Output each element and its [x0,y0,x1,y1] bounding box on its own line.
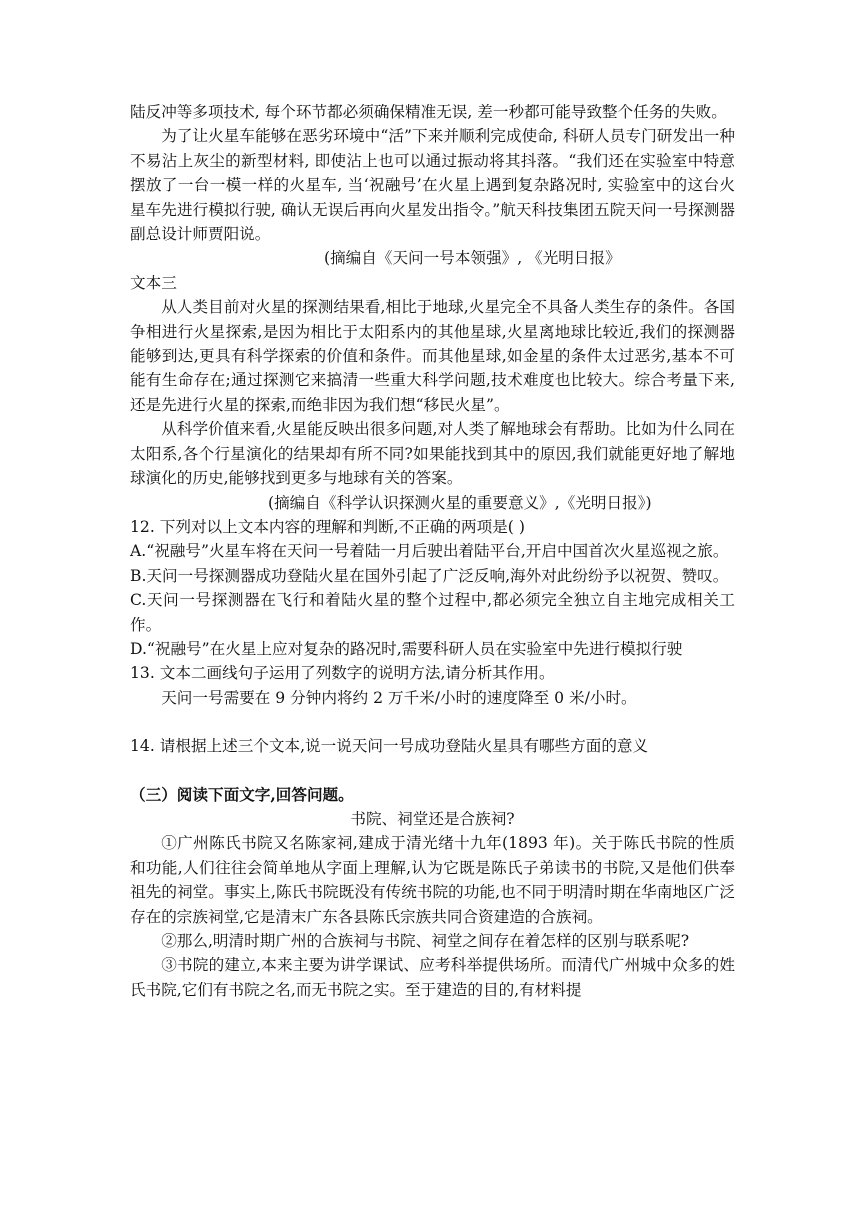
text3-paragraph-2: 从科学价值来看,火星能反映出很多问题,对人类了解地球会有帮助。比如为什么同在太阳系,各个行星演化的结果却有所不同?如果能找到其中的原因,我们就能更好地了解地球演化的历史,能够找到更多与地球有关的答案。 [130,420,735,488]
text3-paragraph-1: 从人类目前对火星的探测结果看,相比于地球,火星完全不具备人类生存的条件。各国争相进行火星探索,是因为相比于太阳系内的其他星球,火星离地球比较近,我们的探测器能够到达,更具有科学探索的价值和条件。而其他星球,如金星的条件太过恶劣,基本不可能有生命存在;通过探测它来搞清一些重大科学问题,技术难度也比较大。综合考量下来,还是先进行火星的探索,而绝非因为我们想“移民火星”。 [130,298,735,414]
section-3-heading: （三）阅读下面文字,回答问题。 [130,784,354,804]
question-12-option-d: D.“祝融号”在火星上应对复杂的路况时,需要科研人员在实验室中先进行模拟行驶 [130,639,683,658]
text2-paragraph-rover: 为了让火星车能够在恶劣环境中“活”下来并顺利完成使命, 科研人员专门研发出一种不易沾上灰尘的新型材料, 即使沾上也可以通过振动将其抖落。“我们还在实验室中特意摆放了一台一模一样的火星车, 当‘祝融号’在火星上遇到复杂路况时, 实验室中的这台火星车先进行模拟行驶, 确认无误后再向火星发出指令。”航天科技集团五院天问一号探测器副总设计师贾阳说。 [130,127,735,244]
text2-source: (摘编自《天问一号本领强》, 《光明日报》 [324,249,621,268]
section-3-paragraph-3: ③书院的建立,本来主要为讲学课试、应考科举提供场所。而清代广州城中众多的姓氏书院,它们有书院之名,而无书院之实。至于建造的目的,有材料提 [130,956,735,999]
document-page [130,100,735,1002]
question-14: 14. 请根据上述三个文本,说一说天问一号成功登陆火星具有哪些方面的意义 [130,737,649,756]
question-12-option-c: C.天问一号探测器在飞行和着陆火星的整个过程中,都必须完全独立自主地完成相关工作。 [130,591,735,634]
spacer [130,759,735,783]
section-3-paragraph-1: ①广州陈氏书院又名陈家祠,建成于清光绪十九年(1893 年)。关于陈氏书院的性质和功能,人们往往会简单地从字面上理解,认为它既是陈氏子弟读书的书院,又是他们供奉祖先的祠堂。事实上,陈氏书院既没有传统书院的功能,也不同于明清时期在华南地区广泛存在的宗族祠堂,它是清末广东各县陈氏宗族共同合资建造的合族祠。 [130,834,735,926]
text2-paragraph-tail: 陆反冲等多项技术, 每个环节都必须确保精准无误, 差一秒都可能导致整个任务的失败。 [130,103,727,121]
section-3-paragraph-2: ②那么,明清时期广州的合族祠与书院、祠堂之间存在着怎样的区别与联系呢? [161,932,690,950]
question-12: 12. 下列对以上文本内容的理解和判断,不正确的两项是( ) [130,517,525,536]
question-13: 13. 文本二画线句子运用了列数字的说明方法,请分析其作用。 [130,664,555,683]
question-12-option-a: A.“祝融号”火星车将在天问一号着陆一月后驶出着陆平台,开启中国首次火星巡视之旅。 [130,542,729,561]
question-12-option-b: B.天问一号探测器成功登陆火星在国外引起了广泛反响,海外对此纷纷予以祝贺、赞叹。 [130,566,729,585]
text3-heading: 文本三 [130,273,177,292]
text3-source: (摘编自《科学认识探测火星的重要意义》,《光明日报》) [268,493,652,512]
spacer [130,710,735,734]
section-3-title: 书院、祠堂还是合族祠? [350,809,515,828]
question-13-quoted-line: 天问一号需要在 9 分钟内将约 2 万千米/小时的速度降至 0 米/小时。 [161,688,637,707]
